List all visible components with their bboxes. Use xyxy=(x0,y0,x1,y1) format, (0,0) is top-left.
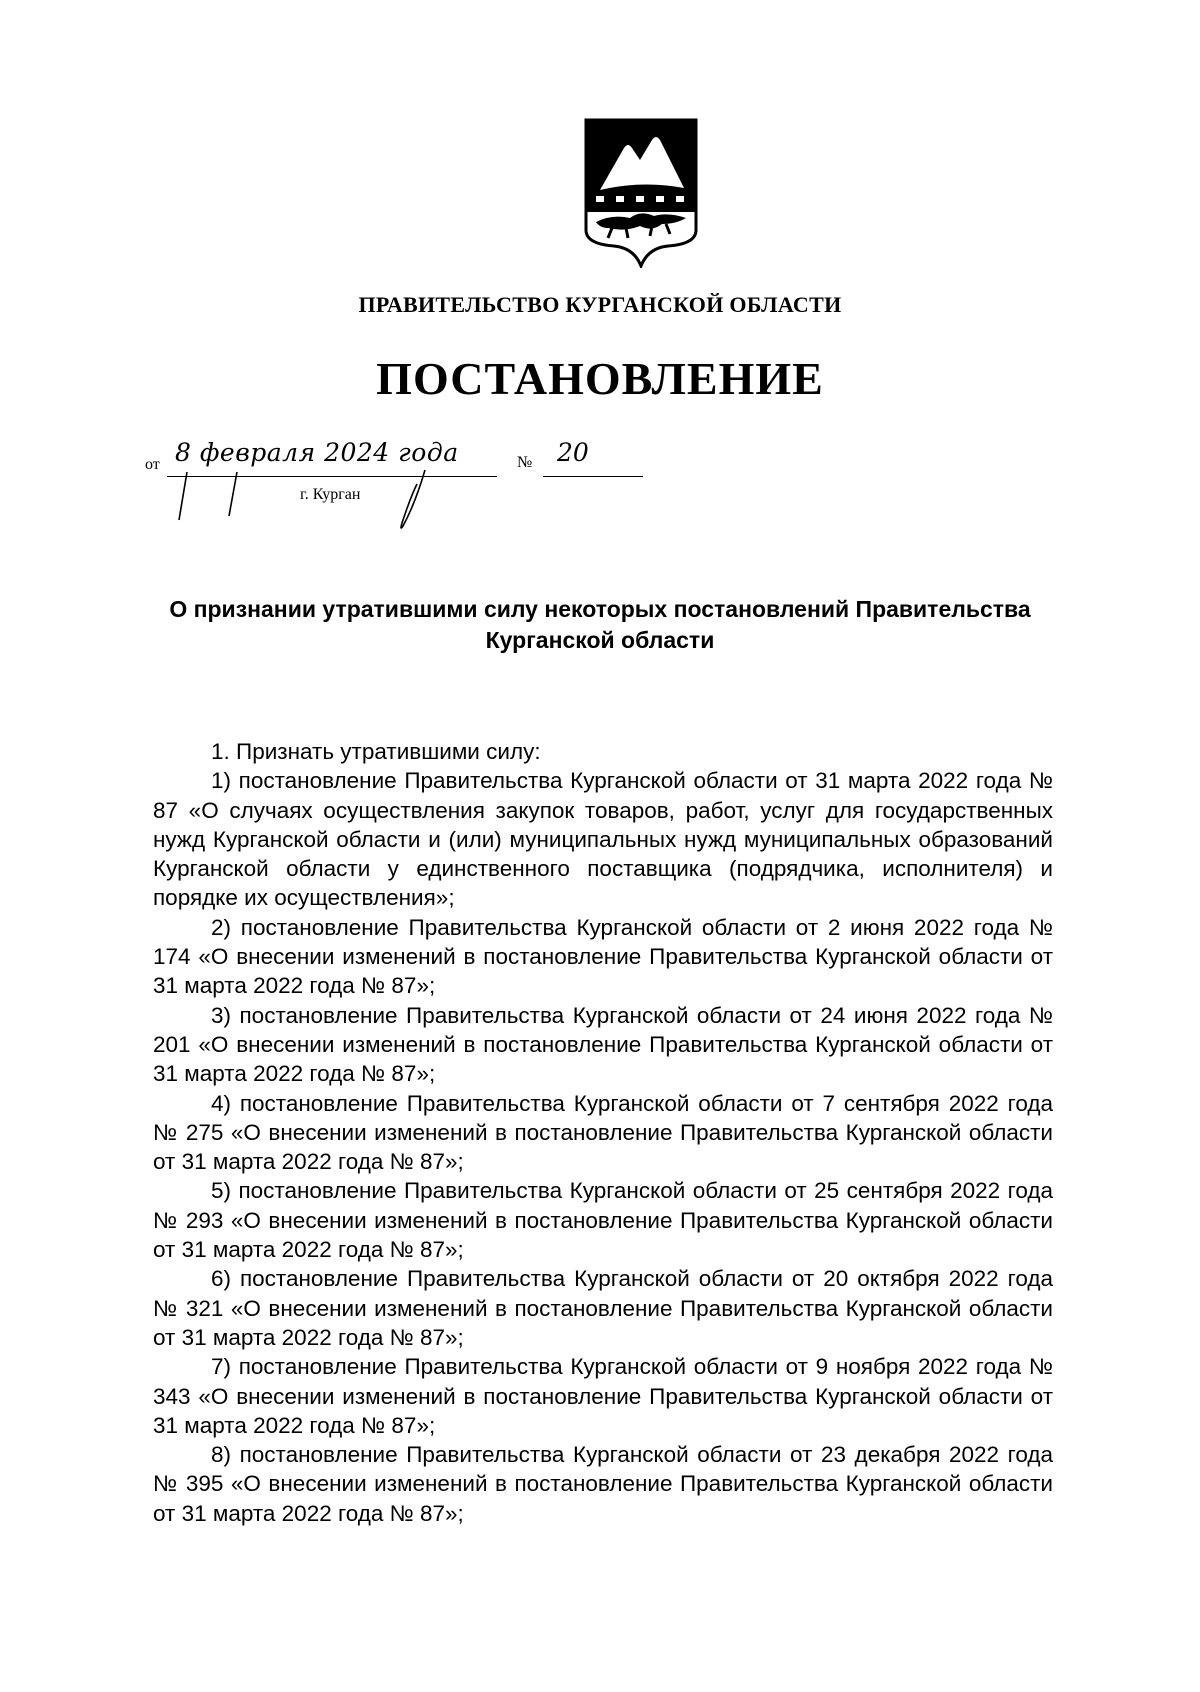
list-item: 2) постановление Правительства Курганской области от 2 июня 2022 года № 174 «О внесении изменений в постановление Правительства Курганской области от 31 марта 2022 года № 87»; xyxy=(153,914,1053,999)
document-subject: О признании утратившими силу некоторых постановлений Правительства Курганской области xyxy=(169,596,1031,653)
list-item: 7) постановление Правительства Курганской области от 9 ноября 2022 года № 343 «О внесении изменений в постановление Правительства Курганской области от 31 марта 2022 года № 87»; xyxy=(153,1354,1053,1438)
handwritten-date: 8 февраля 2024 года xyxy=(175,438,459,467)
list-item: 8) постановление Правительства Курганской области от 23 декабря 2022 года № 395 «О внесении изменений в постановление Правительства Курганской области от 31 марта 2022 года № 87»; xyxy=(153,1442,1053,1526)
number-label: № xyxy=(517,454,533,471)
handwritten-number: 20 xyxy=(557,438,589,467)
from-label: от xyxy=(145,456,160,473)
list-item: 1) постановление Правительства Курганской области от 31 марта 2022 года № 87 «О случаях осуществления закупок товаров, работ, услуг для государственных нужд Курганской области и (или) муниципальных нужд муниципальных образований Курганской области у единственного поставщика (подрядчика, исполнителя) и порядке их осуществления»; xyxy=(153,768,1053,911)
kurgan-coat-of-arms-icon xyxy=(582,118,700,268)
city-label: г. Курган xyxy=(300,486,361,503)
handwriting-strokes xyxy=(145,444,665,534)
document-body xyxy=(153,737,1053,1528)
date-number-line xyxy=(145,438,665,534)
document-type-title: ПОСТАНОВЛЕНИЕ xyxy=(376,353,824,404)
list-item: 4) постановление Правительства Курганской области от 7 сентября 2022 года № 275 «О внесении изменений в постановление Правительства Курганской области от 31 марта 2022 года № 87»; xyxy=(153,1090,1053,1175)
list-item: 3) постановление Правительства Курганской области от 24 июня 2022 года № 201 «О внесении изменений в постановление Правительства Курганской области от 31 марта 2022 года № 87»; xyxy=(153,1002,1053,1087)
list-item: 5) постановление Правительства Курганской области от 25 сентября 2022 года № 293 «О внесении изменений в постановление Правительства Курганской области от 31 марта 2022 года № 87»; xyxy=(153,1178,1053,1263)
list-item: 6) постановление Правительства Курганской области от 20 октября 2022 года № 321 «О внесении изменений в постановление Правительства Курганской области от 31 марта 2022 года № 87»; xyxy=(153,1266,1053,1350)
organization-name: ПРАВИТЕЛЬСТВО КУРГАНСКОЙ ОБЛАСТИ xyxy=(358,292,842,317)
body-intro: 1. Признать утратившими силу: xyxy=(211,739,541,764)
